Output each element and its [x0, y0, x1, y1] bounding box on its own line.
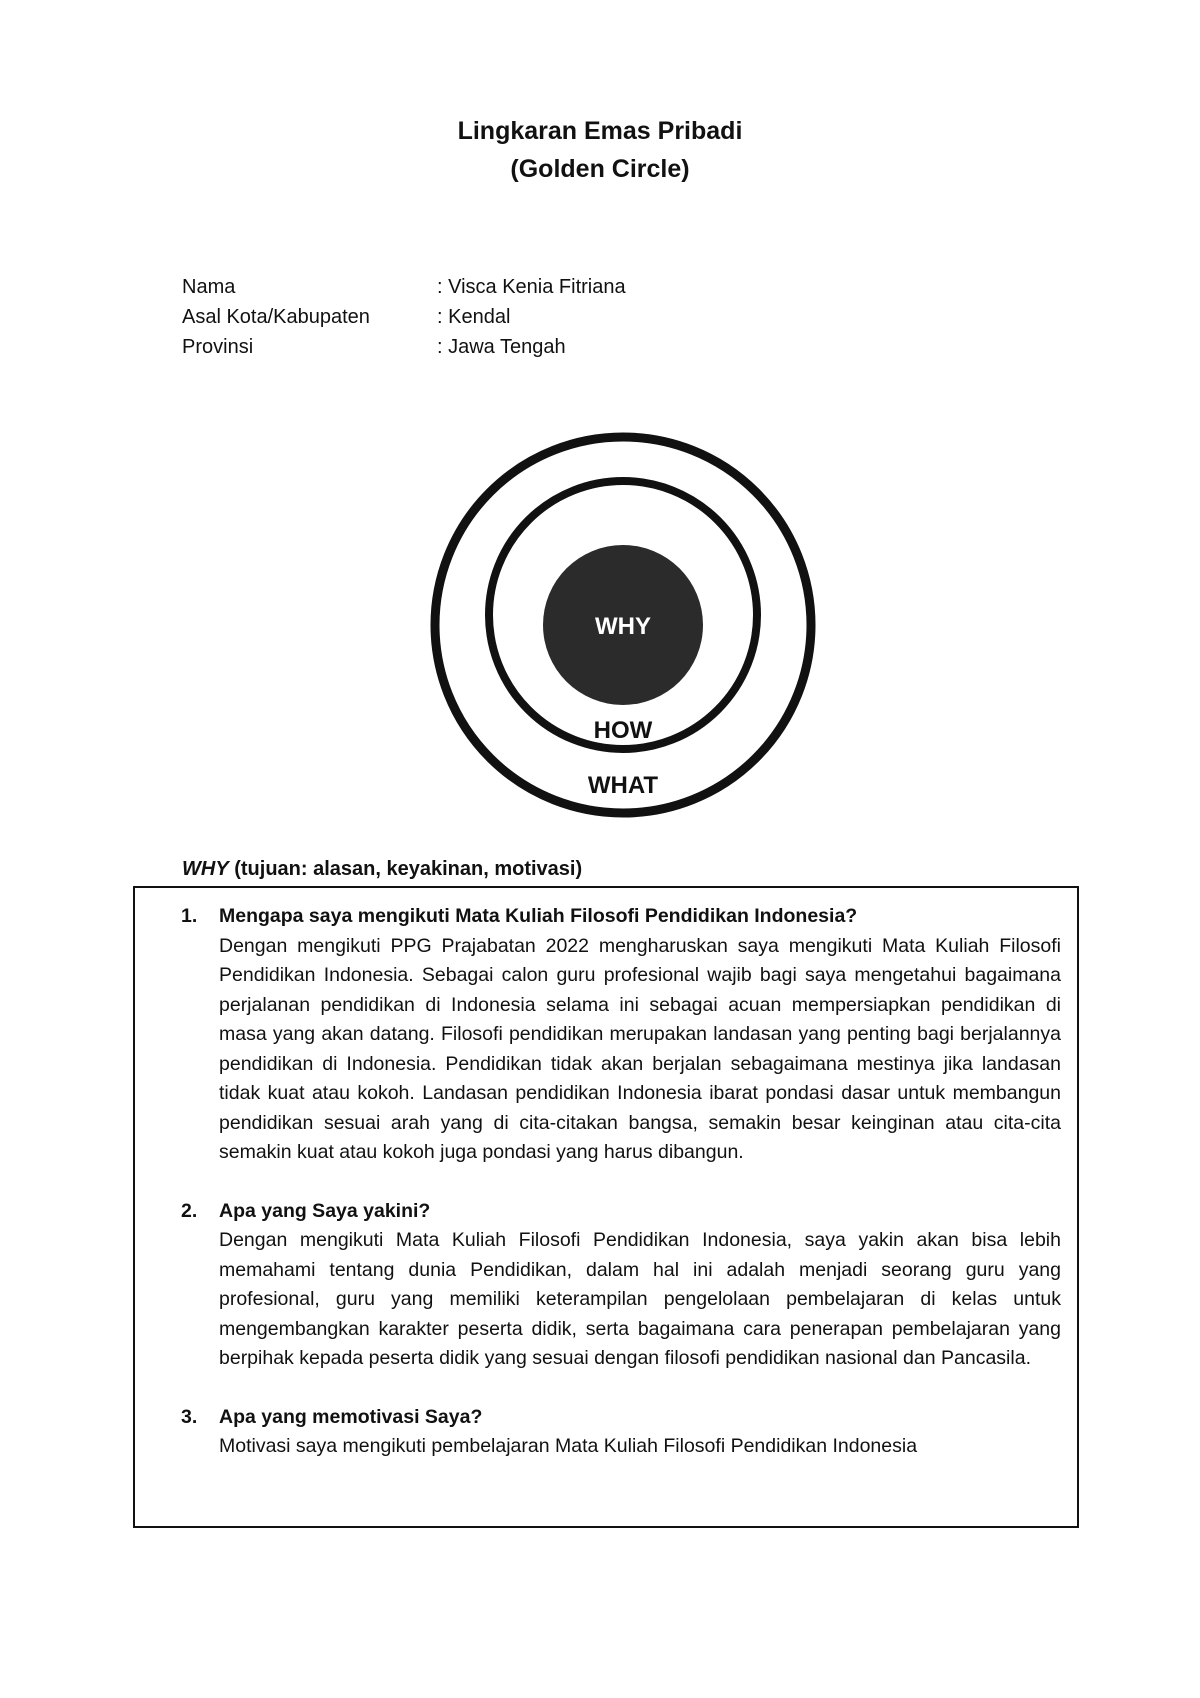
question-text: Mengapa saya mengikuti Mata Kuliah Filosofi Pendidikan Indonesia? — [219, 905, 858, 927]
identity-label: Asal Kota/Kabupaten — [182, 306, 370, 328]
question-text: Apa yang memotivasi Saya? — [219, 1405, 483, 1428]
question-number: 3. — [181, 1405, 198, 1428]
why-answer-box — [133, 886, 1079, 1528]
identity-row-nama — [182, 272, 626, 302]
identity-label: Nama — [182, 276, 236, 298]
why-heading-rest: (tujuan: alasan, keyakinan, motivasi) — [228, 858, 583, 880]
answer-text: Motivasi saya mengikuti pembelajaran Mata Kuliah Filosofi Pendidikan Indonesia — [219, 1435, 918, 1457]
answer-text: Dengan mengikuti Mata Kuliah Filosofi Pendidikan Indonesia, saya yakin akan bisa lebih memahami tentang dunia Pendidikan, dalam hal ini adalah menjadi seorang guru yang profesional, guru yang memiliki keterampilan pengelolaan pembelajaran di kelas untuk mengembangkan karakter peserta didik, serta bagaimana cara penerapan pembelajaran yang berpihak kepada peserta didik yang sesuai dengan filosofi pendidikan nasional dan Pancasila. — [219, 1229, 1061, 1369]
how-label: HOW — [593, 717, 653, 744]
question-item-1 — [135, 902, 1077, 1168]
identity-row-provinsi — [182, 332, 626, 362]
identity-table — [182, 272, 626, 362]
identity-value: : Jawa Tengah — [437, 336, 566, 358]
identity-value: : Visca Kenia Fitriana — [437, 276, 626, 298]
page-subtitle: (Golden Circle) — [510, 155, 690, 183]
question-number: 2. — [181, 1199, 198, 1222]
title-block — [0, 112, 1200, 188]
identity-label: Provinsi — [182, 336, 254, 358]
what-label: WHAT — [587, 772, 659, 799]
question-number: 1. — [181, 905, 198, 927]
answer-text: Dengan mengikuti PPG Prajabatan 2022 mengharuskan saya mengikuti Mata Kuliah Filosofi Pendidikan Indonesia. Sebagai calon guru profesional wajib bagi saya mengetahui bagaimana perjalanan pendidikan di Indonesia selama ini sebagai acuan mempersiapkan pendidikan di masa yang akan datang. Filosofi pendidikan merupakan landasan yang penting bagi berjalannya pendidikan di Indonesia. Pendidikan tidak akan berjalan sebagaimana mestinya jika landasan tidak kuat atau kokoh. Landasan pendidikan Indonesia ibarat pondasi dasar untuk membangun pendidikan sesuai arah yang di cita-citakan bangsa, semakin besar keinginan atau cita-cita semakin kuat atau kokoh juga pondasi yang harus dibangun. — [219, 934, 1061, 1163]
why-section-heading — [182, 858, 582, 881]
identity-value: : Kendal — [437, 306, 511, 328]
why-heading-italic: WHY — [182, 858, 229, 880]
page-title: Lingkaran Emas Pribadi — [457, 117, 743, 145]
question-item-3 — [135, 1403, 1077, 1462]
identity-row-kota — [182, 302, 626, 332]
question-list — [135, 888, 1077, 1462]
golden-circle-svg — [423, 425, 823, 825]
question-text: Apa yang Saya yakini? — [219, 1199, 431, 1222]
golden-circle-diagram — [423, 425, 823, 825]
why-label: WHY — [595, 613, 651, 640]
question-item-2 — [135, 1197, 1077, 1374]
